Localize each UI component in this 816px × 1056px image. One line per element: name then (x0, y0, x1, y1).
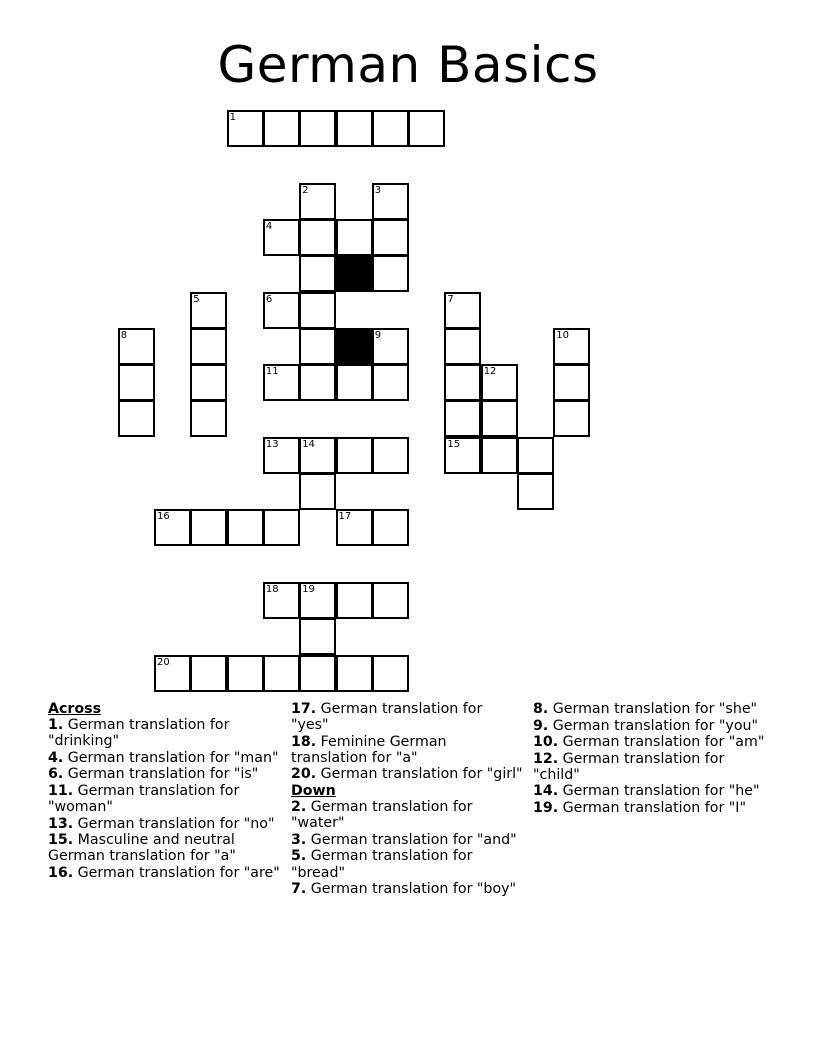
clue-number: 20. (291, 766, 317, 783)
grid-cell[interactable] (190, 509, 227, 546)
grid-cell[interactable] (299, 473, 336, 510)
clue-down-item (533, 734, 765, 750)
clue-number: 18. (291, 733, 317, 750)
clue-text: German translation for "she" (548, 701, 758, 717)
clue-text: German translation for "and" (306, 831, 517, 848)
clue-number-label: 19 (302, 583, 315, 595)
down-heading: Down (291, 782, 336, 799)
grid-cell[interactable] (263, 219, 300, 256)
grid-cell[interactable] (444, 364, 481, 401)
clue-number-label: 18 (265, 583, 279, 595)
clue-across-item (48, 832, 280, 864)
grid-cell[interactable] (444, 292, 481, 329)
clue-number-label: 12 (483, 366, 497, 378)
grid-cell[interactable] (553, 400, 590, 437)
grid-cell[interactable] (118, 364, 155, 401)
across-heading: Across (48, 701, 102, 717)
grid-cell[interactable] (299, 110, 336, 147)
clue-across-item (48, 816, 280, 832)
grid-cell[interactable] (481, 400, 518, 437)
clue-number-label: 8 (120, 329, 128, 341)
clue-column-1 (48, 701, 280, 881)
grid-block-cell (336, 328, 373, 365)
clue-text: German translation for "bread" (291, 848, 473, 881)
clue-text: German translation for "water" (291, 799, 473, 832)
grid-cell[interactable] (299, 437, 336, 474)
clue-text: German translation for "no" (73, 815, 275, 832)
grid-cell[interactable] (299, 292, 336, 329)
grid-cell[interactable] (372, 328, 409, 365)
grid-cell[interactable] (372, 219, 409, 256)
grid-cell[interactable] (190, 655, 227, 692)
grid-cell[interactable] (372, 110, 409, 147)
clue-number: 1. (48, 717, 64, 734)
grid-cell[interactable] (190, 364, 227, 401)
clue-number: 2. (291, 799, 307, 816)
clue-number-label: 13 (265, 438, 279, 450)
clue-number-label: 1 (229, 112, 236, 123)
clue-down-item (533, 701, 765, 717)
grid-cell[interactable] (372, 183, 409, 220)
clue-number: 6. (48, 766, 64, 783)
clue-down-item (291, 881, 523, 897)
clue-number: 9. (533, 717, 549, 734)
grid-cell[interactable] (517, 437, 554, 474)
grid-cell[interactable] (336, 509, 373, 546)
clue-across-item (291, 701, 523, 733)
clue-down-item (533, 751, 765, 783)
grid-cell[interactable] (227, 110, 264, 147)
grid-cell[interactable] (190, 292, 227, 329)
clue-across-item (48, 750, 280, 766)
grid-cell[interactable] (336, 219, 373, 256)
grid-cell[interactable] (263, 509, 300, 546)
clue-across-item (291, 734, 523, 766)
clue-number: 10. (533, 734, 559, 750)
clue-text: German translation for "am" (558, 734, 765, 750)
clue-number-label: 14 (302, 438, 315, 450)
clue-number: 5. (291, 848, 307, 865)
clue-down-item (533, 783, 765, 799)
grid-cell[interactable] (299, 364, 336, 401)
grid-cell[interactable] (372, 655, 409, 692)
grid-cell[interactable] (227, 655, 264, 692)
clue-across-item (48, 865, 280, 881)
grid-cell[interactable] (444, 437, 481, 474)
clue-number: 15. (48, 832, 74, 849)
clue-text: German translation for "I" (558, 799, 747, 816)
clue-number-label: 11 (265, 366, 279, 378)
grid-cell[interactable] (263, 655, 300, 692)
clue-across-item (48, 766, 280, 782)
clue-number-label: 3 (374, 184, 382, 196)
clue-number: 13. (48, 815, 74, 832)
clue-across-item (291, 766, 523, 782)
grid-cell[interactable] (553, 364, 590, 401)
clue-number: 12. (533, 750, 559, 767)
clue-number-label: 4 (265, 220, 273, 232)
grid-cell[interactable] (263, 110, 300, 147)
grid-cell[interactable] (481, 437, 518, 474)
clue-number-label: 17 (338, 511, 352, 523)
grid-cell[interactable] (444, 328, 481, 365)
clue-text: German translation for "are" (73, 864, 280, 881)
grid-cell[interactable] (190, 328, 227, 365)
grid-cell[interactable] (118, 328, 155, 365)
clue-number: 4. (48, 749, 64, 766)
clue-number-label: 5 (193, 293, 200, 305)
grid-cell[interactable] (154, 509, 191, 546)
grid-block-cell (336, 255, 373, 292)
grid-cell[interactable] (118, 400, 155, 437)
grid-cell[interactable] (299, 655, 336, 692)
clue-number: 3. (291, 831, 307, 848)
clue-number: 11. (48, 782, 74, 799)
grid-cell[interactable] (299, 582, 336, 619)
clue-text: German translation for "drinking" (48, 717, 230, 750)
grid-cell[interactable] (372, 509, 409, 546)
clue-text: Masculine and neutral German translation for "a" (48, 832, 236, 865)
clue-number-label: 15 (447, 438, 461, 450)
grid-cell[interactable] (227, 509, 264, 546)
clue-text: German translation for "child" (533, 750, 725, 783)
grid-cell[interactable] (336, 110, 373, 147)
grid-cell[interactable] (263, 582, 300, 619)
clue-text: German translation for "he" (558, 783, 760, 800)
clue-column-3 (533, 701, 765, 816)
clue-down-item (533, 800, 765, 816)
grid-cell[interactable] (263, 364, 300, 401)
grid-cell[interactable] (372, 437, 409, 474)
clue-down-item (291, 799, 523, 831)
clue-text: German translation for "boy" (306, 881, 517, 898)
grid-cell[interactable] (299, 328, 336, 365)
clue-column-2 (291, 701, 523, 898)
clue-text: German translation for "girl" (316, 766, 523, 783)
grid-cell[interactable] (553, 328, 590, 365)
grid-cell[interactable] (372, 582, 409, 619)
clue-text: German translation for "woman" (48, 782, 240, 816)
grid-cell[interactable] (299, 219, 336, 256)
grid-cell[interactable] (336, 437, 373, 474)
clue-number: 17. (291, 701, 317, 717)
clue-number: 7. (291, 881, 307, 898)
grid-cell[interactable] (263, 292, 300, 329)
grid-cell[interactable] (372, 255, 409, 292)
clue-down-item (533, 718, 765, 734)
grid-cell[interactable] (299, 618, 336, 655)
grid-cell[interactable] (517, 473, 554, 510)
clue-number: 16. (48, 864, 74, 881)
clue-text: German translation for "is" (63, 766, 259, 783)
grid-cell[interactable] (336, 582, 373, 619)
clue-number: 19. (533, 799, 559, 816)
clue-text: German translation for "yes" (291, 701, 483, 734)
grid-cell[interactable] (408, 110, 445, 147)
grid-cell[interactable] (263, 437, 300, 474)
grid-cell[interactable] (154, 655, 191, 692)
clue-number-label: 9 (374, 329, 382, 341)
clue-across-item (48, 717, 280, 749)
clue-down-item (291, 832, 523, 848)
clue-number-label: 7 (447, 293, 454, 305)
clue-number: 8. (533, 701, 549, 717)
clue-number-label: 6 (265, 293, 273, 305)
clue-number-label: 20 (157, 656, 170, 668)
clue-across-item (48, 783, 280, 815)
clue-number-label: 10 (556, 329, 570, 341)
grid-cell[interactable] (336, 655, 373, 692)
grid-cell[interactable] (190, 400, 227, 437)
grid-cell[interactable] (481, 364, 518, 401)
grid-cell[interactable] (336, 364, 373, 401)
clue-text: German translation for "you" (548, 717, 759, 734)
grid-cell[interactable] (444, 400, 481, 437)
clue-text: German translation for "man" (63, 749, 279, 766)
puzzle-title: German Basics (217, 36, 599, 94)
grid-cell[interactable] (299, 255, 336, 292)
clue-number-label: 2 (302, 184, 309, 196)
clue-number: 14. (533, 783, 559, 800)
clue-number-label: 16 (157, 511, 170, 523)
clue-down-item (291, 848, 523, 880)
grid-cell[interactable] (372, 364, 409, 401)
grid-cell[interactable] (299, 183, 336, 220)
clue-text: Feminine German translation for "a" (291, 733, 447, 766)
